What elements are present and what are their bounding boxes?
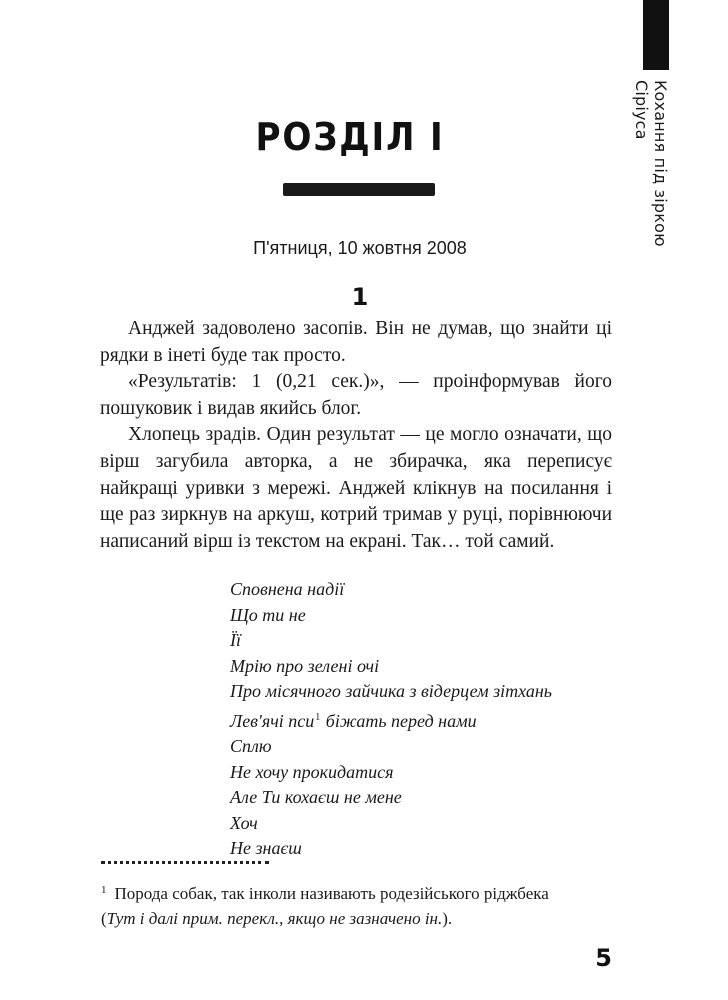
poem-line: Не знаєш — [230, 838, 302, 858]
footnote-number: 1 — [101, 884, 107, 896]
translator-note: Тут і далі прим. перекл., якщо не зазначено ін. — [106, 909, 443, 928]
chapter-date: П'ятниця, 10 жовтня 2008 — [253, 238, 467, 258]
poem-line: Мрію про зелені очі — [230, 655, 380, 676]
poem-line: Сповнена надії — [230, 579, 345, 599]
footnote-reference: 1 — [315, 711, 321, 723]
paragraph: «Результатів: 1 (0,21 сек.)», — проінформував його пошуковик і видав якийсь блог. — [100, 371, 612, 419]
footnote-paren: ( — [101, 909, 107, 928]
poem-line: Про місячного зайчика з відерцем зітхань — [230, 681, 552, 701]
poem-line-with-footnote — [230, 705, 610, 735]
chapter-rule-divider — [283, 183, 435, 196]
poem-line: Сплю — [230, 736, 272, 756]
poem-line: Але Ти кохаєш не мене — [230, 787, 402, 807]
paragraph: Хлопець зрадів. Один результат — це могло означати, що вірш загубила авторка, а не збирачка, яка переписує найкращі уривки з мережі. Анджей клікнув на посилання і ще раз зиркнув на аркуш, котрий тримав у руці, порівнюючи написаний вірш із текстом на екрані. Так… той самий. — [100, 424, 612, 552]
chapter-title: РОЗДІЛ І — [255, 115, 445, 159]
footnote-text: Порода собак, так інколи називають родезійського ріджбека — [114, 884, 549, 903]
poem-line: Хоч — [230, 812, 258, 833]
poem-line-text: Лев'ячі пси — [230, 710, 315, 731]
running-head-book-title: Кохання під зіркою Сіріуса — [632, 80, 670, 247]
poem-line: Її — [230, 630, 241, 650]
page-number: 5 — [595, 944, 612, 972]
poem-line-text: біжать перед нами — [321, 710, 477, 731]
footnote — [101, 878, 621, 931]
paragraph: Анджей задоволено засопів. Він не думав, що знайти ці рядки в інеті буде так просто. — [100, 318, 612, 366]
body-text — [100, 316, 612, 555]
footnote-divider — [101, 861, 269, 864]
poem-line: Не хочу прокидатися — [230, 761, 394, 782]
poem — [230, 577, 610, 862]
section-number: 1 — [351, 283, 369, 311]
poem-line: Що ти не — [230, 604, 306, 625]
side-tab-marker — [643, 0, 669, 70]
footnote-paren: ). — [442, 909, 453, 928]
